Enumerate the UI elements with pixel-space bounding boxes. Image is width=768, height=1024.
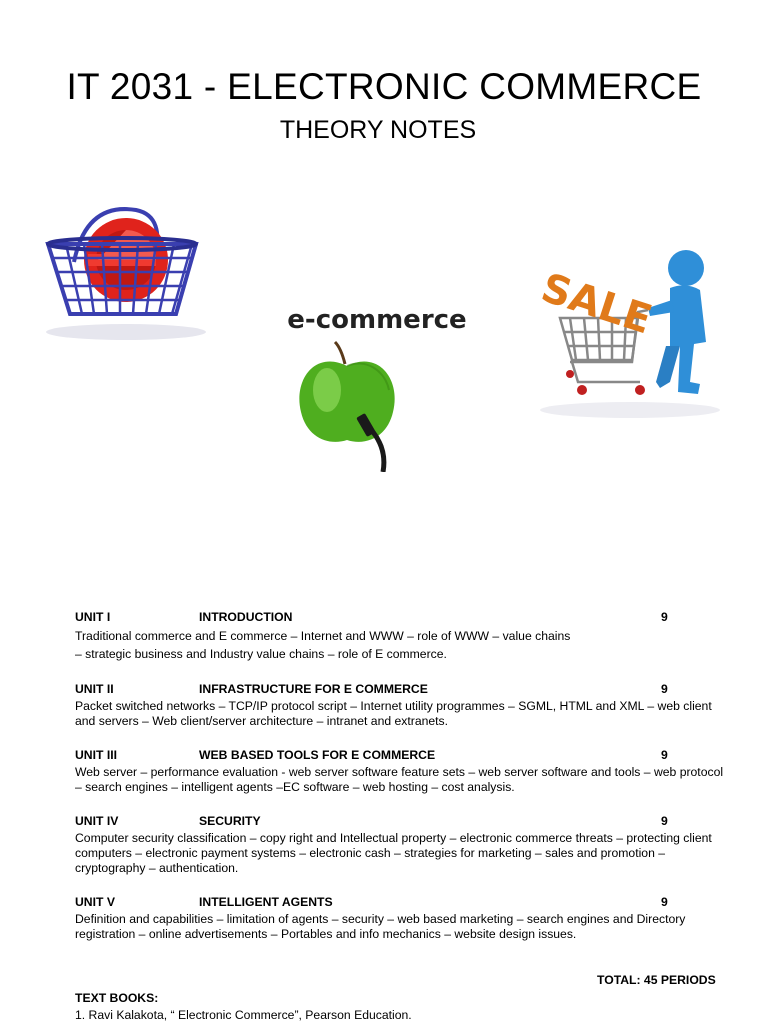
unit-title: INTELLIGENT AGENTS (199, 895, 333, 909)
page-subtitle: THEORY NOTES (279, 116, 477, 144)
unit-section (75, 748, 725, 795)
unit-content: Computer security classification – copy right and Intellectual property – electronic commerce threats – protecting client computers – electronic payment systems – electronic cash – strategies for marketing – sales and promotion – cryptography – authentication. (75, 831, 712, 875)
unit-periods: 9 (661, 610, 668, 624)
syllabus (75, 610, 725, 961)
sale-text: SALE (535, 264, 658, 344)
unit-content: Packet switched networks – TCP/IP protocol script – Internet utility programmes – SGML, HTML and XML – web client and servers – Web client/server architecture – intranet and extranets. (75, 699, 712, 728)
unit-heading (75, 748, 725, 765)
unit-section (75, 814, 725, 876)
unit-periods: 9 (661, 748, 668, 762)
e-commerce-caption: e-commerce (287, 305, 467, 335)
unit-heading (75, 895, 725, 912)
unit-number: UNIT IV (75, 814, 119, 828)
unit-heading (75, 814, 725, 831)
sale-cart-figure-image (520, 222, 730, 424)
unit-title: INTRODUCTION (199, 610, 293, 624)
total-periods: TOTAL: 45 PERIODS (597, 973, 716, 987)
text-book-item: 1. Ravi Kalakota, “ Electronic Commerce”, Pearson Education. (75, 1008, 412, 1022)
unit-periods: 9 (661, 682, 668, 696)
unit-periods: 9 (661, 895, 668, 909)
unit-title: WEB BASED TOOLS FOR E COMMERCE (199, 748, 436, 762)
unit-content: Definition and capabilities – limitation of agents – security – web based marketing – search engines and Directory registration – online advertisements – Portables and info mechanics – website design issues. (75, 912, 686, 941)
page-title: IT 2031 - ELECTRONIC COMMERCE (66, 66, 702, 107)
unit-content: Traditional commerce and E commerce – Internet and WWW – role of WWW – value chains – strategic business and Industry value chains – role of E commerce. (75, 629, 571, 661)
unit-title: SECURITY (199, 814, 261, 828)
unit-title: INFRASTRUCTURE FOR E COMMERCE (199, 682, 428, 696)
unit-heading (75, 682, 725, 699)
unit-section (75, 895, 725, 942)
shopping-basket-image (26, 192, 224, 350)
e-commerce-apple-image (275, 290, 480, 472)
unit-heading (75, 610, 725, 627)
unit-content: Web server – performance evaluation - web server software feature sets – web server software and tools – web protocol – search engines – intelligent agents –EC software – web hosting – cost analysis. (75, 765, 724, 794)
unit-number: UNIT III (75, 748, 117, 762)
unit-number: UNIT II (75, 682, 114, 696)
unit-periods: 9 (661, 814, 668, 828)
unit-section (75, 682, 725, 729)
unit-number: UNIT I (75, 610, 111, 624)
text-books-heading: TEXT BOOKS: (75, 991, 159, 1005)
unit-section (75, 610, 725, 663)
unit-number: UNIT V (75, 895, 115, 909)
